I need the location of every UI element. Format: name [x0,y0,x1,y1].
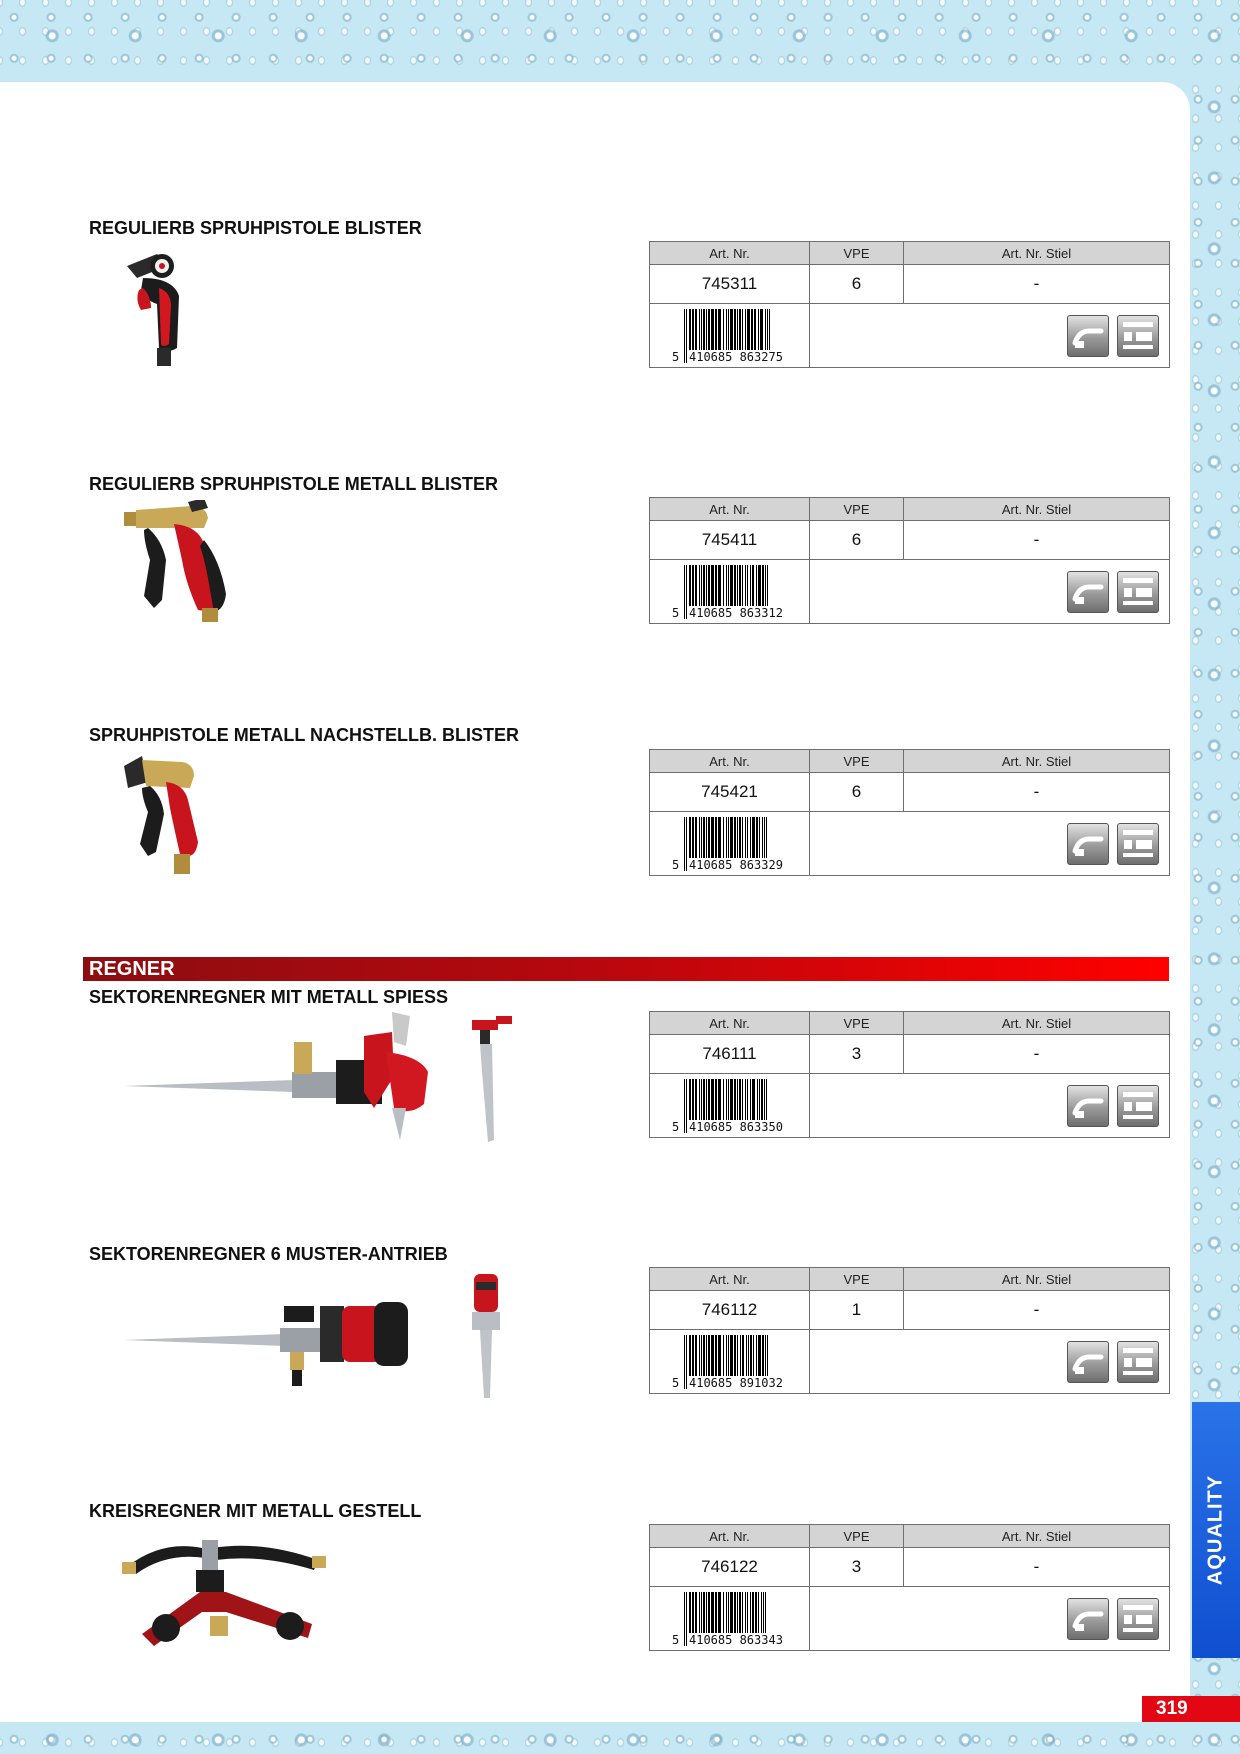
barcode-bar [703,1335,705,1379]
barcode-bar [745,1079,746,1123]
art-nr-stiel-value: - [904,773,1170,812]
barcode-bar [701,1592,702,1636]
page-number: 319 [1142,1696,1240,1722]
barcode-bar [756,1335,757,1379]
barcode-bar [699,817,700,861]
barcode-bar [739,1592,741,1636]
col-header-art-nr-stiel: Art. Nr. Stiel [904,1012,1170,1035]
barcode-bar [718,817,721,861]
barcode-bar [706,1592,707,1636]
barcode-bar [692,1592,694,1636]
barcode-bar [701,565,702,609]
barcode-bar [708,1592,710,1636]
art-nr-value: 746111 [650,1035,810,1074]
barcode-bar [684,1592,685,1646]
vpe-value: 1 [810,1291,904,1330]
feature-icons-cell [810,812,1170,876]
barcode-bar [747,1592,748,1636]
barcode-bar [745,565,746,609]
barcode-digits: 410685 891032 [689,1375,783,1390]
barcode-bar [715,817,717,861]
barcode-bar [737,817,738,861]
vpe-value: 3 [810,1548,904,1587]
col-header-vpe: VPE [810,1525,904,1548]
barcode-bar [706,565,707,609]
col-header-vpe: VPE [810,1012,904,1035]
barcode-bar [752,817,755,861]
barcode-bar [758,1335,761,1379]
barcode-bar [723,1592,724,1636]
barcode-bar [723,309,724,353]
hose-icon [1067,1341,1109,1383]
barcode-bar [695,565,697,609]
col-header-art-nr: Art. Nr. [650,242,810,265]
article-table [649,749,1170,876]
barcode-bar [756,565,757,609]
barcode-bar [708,309,710,353]
barcode-bar [686,1592,687,1646]
barcode-bar [684,565,685,619]
art-nr-stiel-value: - [904,521,1170,560]
barcode-bar [751,309,753,353]
barcode-bar [723,1079,724,1123]
hose-icon [1067,823,1109,865]
barcode-cell [650,560,810,624]
barcode-bar [752,1592,754,1636]
article-table [649,1524,1170,1651]
barcode-bar [689,1335,691,1379]
barcode-bar [715,1592,717,1636]
article-table [649,241,1170,368]
barcode-bar [737,1335,738,1379]
barcode-bar [684,309,685,363]
barcode-bar [684,817,685,871]
col-header-art-nr: Art. Nr. [650,1525,810,1548]
barcode-bar [746,1335,747,1379]
click-system-compatible-icon [1117,1341,1159,1383]
barcode-bar [745,309,746,353]
col-header-art-nr-stiel: Art. Nr. Stiel [904,1268,1170,1291]
product-title: SEKTORENREGNER MIT METALL SPIESS [89,987,449,1007]
barcode-bar [739,1079,741,1123]
barcode-bar [699,1335,700,1379]
col-header-art-nr-stiel: Art. Nr. Stiel [904,498,1170,521]
barcode-bar [718,1079,721,1123]
vpe-value: 6 [810,265,904,304]
product-title: SPRUHPISTOLE METALL NACHSTELLB. BLISTER [89,725,520,745]
barcode-bar [703,1079,705,1123]
barcode-bar [742,1335,744,1379]
barcode-bar [739,817,741,861]
barcode-first-digit: 5 [672,1375,680,1390]
barcode [670,563,810,621]
barcode-cell [650,1330,810,1394]
barcode-first-digit: 5 [672,349,680,364]
feature-icons-cell [810,1587,1170,1651]
circular-sprinkler-image [122,1526,332,1661]
barcode-bar [718,309,721,353]
barcode-bar [753,1335,754,1379]
barcode-bar [742,309,743,353]
barcode-bar [765,309,766,353]
barcode-bar [715,1079,717,1123]
barcode-bar [695,1079,697,1123]
barcode-digits: 410685 863350 [689,1119,783,1134]
art-nr-stiel-value: - [904,1548,1170,1587]
barcode-bar [706,1335,707,1379]
col-header-art-nr-stiel: Art. Nr. Stiel [904,1525,1170,1548]
barcode-bar [762,1335,764,1379]
barcode-bar [742,565,743,609]
barcode-bar [745,1592,746,1636]
barcode-bar [742,1079,743,1123]
barcode-bar [750,1079,751,1123]
barcode-bar [711,817,714,861]
barcode-bar [692,1079,694,1123]
barcode-bar [740,1335,741,1379]
barcode-bar [723,817,724,861]
barcode-cell [650,304,810,368]
article-table [649,1011,1170,1138]
barcode-bar [692,1335,694,1379]
barcode-bar [695,817,697,861]
barcode-bar [715,1335,717,1379]
barcode-bar [734,1592,736,1636]
barcode-bar [723,565,724,609]
col-header-art-nr-stiel: Art. Nr. Stiel [904,750,1170,773]
barcode-bar [711,1335,714,1379]
barcode-bar [757,1079,758,1123]
barcode-bar [711,1079,714,1123]
barcode-bar [758,1592,759,1636]
barcode-bar [684,1335,685,1389]
barcode-bar [701,1079,702,1123]
barcode-bar [730,817,733,861]
barcode-bar [747,1079,748,1123]
barcode-bar [745,817,746,861]
aquality-label: AQUALITY [1204,1474,1227,1586]
barcode-bar [686,1335,687,1389]
article-table [649,497,1170,624]
barcode-bar [730,1335,733,1379]
barcode-bar [750,565,751,609]
barcode [670,815,810,873]
sector-sprinkler-6-pattern-image [124,1270,534,1405]
barcode [670,307,810,365]
barcode-first-digit: 5 [672,1632,680,1647]
hose-icon [1067,1085,1109,1127]
barcode-bar [752,565,754,609]
vpe-value: 6 [810,521,904,560]
click-system-compatible-icon [1117,315,1159,357]
click-system-compatible-icon [1117,571,1159,613]
barcode-bar [689,1592,691,1636]
barcode-bar [759,1079,760,1123]
barcode-bar [686,1079,687,1133]
col-header-vpe: VPE [810,750,904,773]
barcode-cell [650,812,810,876]
col-header-art-nr-stiel: Art. Nr. Stiel [904,242,1170,265]
barcode-bar [730,565,733,609]
barcode-bar [684,1079,685,1133]
col-header-art-nr: Art. Nr. [650,1268,810,1291]
barcode-cell [650,1074,810,1138]
art-nr-stiel-value: - [904,1291,1170,1330]
barcode-bar [689,309,691,353]
barcode-bar [701,309,702,353]
barcode-bar [723,1335,724,1379]
barcode-bar [708,1079,710,1123]
barcode-bar [699,1592,700,1636]
barcode-bar [748,1335,749,1379]
col-header-art-nr: Art. Nr. [650,498,810,521]
art-nr-value: 746122 [650,1548,810,1587]
barcode-bar [715,565,717,609]
barcode-digits: 410685 863329 [689,857,783,872]
barcode-bar [747,565,748,609]
section-header-regner: REGNER [83,957,1169,981]
barcode-bar [703,1592,705,1636]
barcode-bar [692,309,694,353]
art-nr-value: 745421 [650,773,810,812]
barcode [670,1333,810,1391]
barcode-bar [734,1335,736,1379]
barcode-bar [711,1592,714,1636]
sector-sprinkler-spike-image [124,1012,544,1152]
hose-icon [1067,1598,1109,1640]
barcode-bar [734,309,736,353]
barcode-bar [708,817,710,861]
barcode-bar [708,1335,710,1379]
product-title: SEKTORENREGNER 6 MUSTER-ANTRIEB [89,1244,448,1264]
barcode-bar [734,817,736,861]
barcode-bar [737,1079,738,1123]
art-nr-value: 746112 [650,1291,810,1330]
barcode-first-digit: 5 [672,857,680,872]
barcode-first-digit: 5 [672,1119,680,1134]
barcode-bar [750,1592,751,1636]
barcode-bar [760,309,763,353]
metal-spray-pistol-image [122,500,242,635]
barcode-bar [761,1079,763,1123]
barcode-bar [718,565,721,609]
barcode-bar [752,1079,755,1123]
barcode-bar [711,309,714,353]
barcode-bar [754,309,756,353]
barcode-bar [703,309,705,353]
barcode-bar [730,1592,733,1636]
barcode-bar [734,1079,736,1123]
barcode-bar [750,817,751,861]
barcode-bar [706,309,707,353]
art-nr-stiel-value: - [904,1035,1170,1074]
barcode [670,1077,810,1135]
article-table [649,1267,1170,1394]
barcode-bar [689,1079,691,1123]
col-header-vpe: VPE [810,1268,904,1291]
barcode-bar [730,309,733,353]
barcode-bar [734,565,736,609]
barcode-bar [706,1079,707,1123]
click-system-compatible-icon [1117,1085,1159,1127]
barcode-bar [739,309,741,353]
barcode-bar [686,309,687,363]
barcode-bar [739,565,741,609]
product-title: REGULIERB SPRUHPISTOLE METALL BLISTER [89,474,499,494]
barcode-bar [761,1592,762,1636]
barcode-bar [689,817,691,861]
barcode-first-digit: 5 [672,605,680,620]
click-system-compatible-icon [1117,823,1159,865]
barcode-bar [686,817,687,871]
barcode-bar [758,309,759,353]
barcode-bar [695,309,697,353]
art-nr-value: 745411 [650,521,810,560]
barcode-bar [759,817,760,861]
barcode-bar [750,1335,752,1379]
click-system-compatible-icon [1117,1598,1159,1640]
barcode-bar [703,565,705,609]
barcode-bar [762,565,764,609]
adjustable-metal-spray-pistol-image [122,752,222,887]
barcode-bar [762,817,763,861]
barcode-bar [742,817,743,861]
barcode-bar [742,1592,743,1636]
barcode-bar [699,309,700,353]
art-nr-value: 745311 [650,265,810,304]
feature-icons-cell [810,304,1170,368]
barcode-digits: 410685 863312 [689,605,783,620]
feature-icons-cell [810,1074,1170,1138]
col-header-art-nr: Art. Nr. [650,750,810,773]
barcode-bar [703,817,705,861]
barcode-bar [756,817,758,861]
aquality-side-tab [1192,1402,1240,1658]
barcode-digits: 410685 863343 [689,1632,783,1647]
barcode-bar [708,565,710,609]
spray-pistol-image [115,244,195,379]
barcode-bar [730,1079,733,1123]
barcode-bar [747,817,748,861]
barcode-bar [695,1592,697,1636]
art-nr-stiel-value: - [904,265,1170,304]
barcode-bar [758,565,761,609]
product-title: KREISREGNER MIT METALL GESTELL [89,1501,422,1521]
barcode-bar [755,1592,757,1636]
product-title: REGULIERB SPRUHPISTOLE BLISTER [89,218,422,238]
feature-icons-cell [810,1330,1170,1394]
barcode-bar [692,817,694,861]
barcode-bar [701,817,702,861]
barcode-bar [737,565,738,609]
col-header-vpe: VPE [810,242,904,265]
barcode-bar [699,565,700,609]
barcode-cell [650,1587,810,1651]
vpe-value: 6 [810,773,904,812]
hose-icon [1067,315,1109,357]
barcode-bar [718,1335,721,1379]
barcode-bar [711,565,714,609]
barcode-bar [737,309,738,353]
barcode-bar [718,1592,721,1636]
vpe-value: 3 [810,1035,904,1074]
col-header-vpe: VPE [810,498,904,521]
hose-icon [1067,571,1109,613]
feature-icons-cell [810,560,1170,624]
barcode-bar [686,565,687,619]
barcode-bar [715,309,717,353]
col-header-art-nr: Art. Nr. [650,1012,810,1035]
barcode-bar [692,565,694,609]
barcode-bar [737,1592,738,1636]
barcode-bar [701,1335,702,1379]
barcode-digits: 410685 863275 [689,349,783,364]
barcode-bar [689,565,691,609]
barcode-bar [747,309,750,353]
barcode-bar [695,1335,697,1379]
barcode-bar [706,817,707,861]
barcode-bar [699,1079,700,1123]
barcode [670,1590,810,1648]
